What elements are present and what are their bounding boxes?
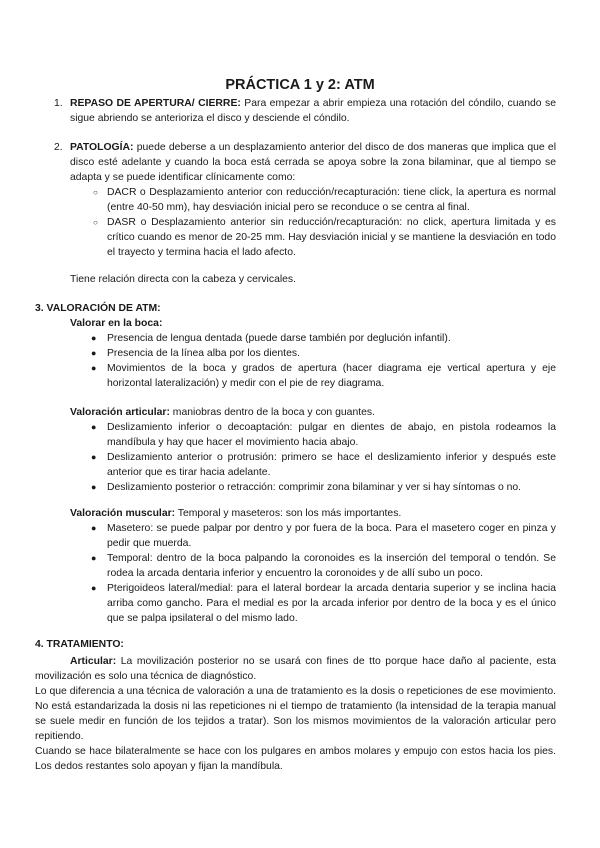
boca-list	[91, 331, 556, 391]
item-repaso	[54, 96, 557, 126]
bullet-icon: ●	[91, 482, 97, 492]
bullet-icon: ●	[91, 363, 97, 373]
circle-bullet-icon: ○	[93, 218, 98, 227]
sub-item: ○ DACR o Desplazamiento anterior con reducción/recapturación: tiene click, la apertura es normal (entre 40-50 mm), hay desviación inicial pero se reconduce o se centra al final.	[93, 187, 556, 213]
item-lead: REPASO DE APERTURA/ CIERRE:	[70, 98, 241, 109]
boca-heading: Valorar en la boca:	[70, 318, 163, 329]
list-item: ● Deslizamiento inferior o decoaptación: pulgar en dientes de abajo, en pistola rodeamos la mandíbula y hay que hacer el movimiento hacia abajo.	[91, 422, 556, 448]
section-tratamiento-heading: 4. TRATAMIENTO:	[35, 639, 124, 650]
list-item: ● Presencia de lengua dentada (puede darse también por deglución infantil).	[91, 333, 451, 344]
muscular-list	[91, 521, 556, 626]
bullet-icon: ●	[91, 583, 97, 593]
articular-heading: Valoración articular: maniobras dentro de la boca y con guantes.	[70, 407, 375, 418]
patologia-note: Tiene relación directa con la cabeza y cervicales.	[70, 274, 297, 285]
bullet-icon: ●	[91, 422, 97, 432]
bullet-icon: ●	[91, 348, 97, 358]
list-item: ● Movimientos de la boca y grados de apertura (hacer diagrama eje vertical apertura y eje horizontal lateralización) y medir con el pie de rey diagrama.	[91, 363, 556, 389]
muscular-heading: Valoración muscular: Temporal y maseteros: son los más importantes.	[70, 508, 402, 519]
bullet-icon: ●	[91, 333, 97, 343]
section-valoracion-heading: 3. VALORACIÓN DE ATM:	[35, 303, 161, 314]
item-number: 2.	[54, 142, 63, 153]
bullet-icon: ●	[91, 452, 97, 462]
tratamiento-body	[35, 654, 556, 774]
sub-item: ○ DASR o Desplazamiento anterior sin reducción/recapturación: no click, apertura limitada y es crítico cuando es menor de 20-25 mm. Hay desviación inicial y se mantiene la desviación en todo el trayecto y termina hacia el lado afecto.	[93, 217, 556, 258]
item-lead: PATOLOGÍA:	[70, 142, 134, 153]
tratamiento-articular: Articular: La movilización posterior no se usará con fines de tto porque hace daño al paciente, esta movilización es solo una técnica de diagnóstico.	[35, 656, 556, 682]
item-text: puede deberse a un desplazamiento anterior del disco de dos maneras que implica que el disco esté adelante y cuando la boca está cerrada se apoya sobre la zona bilaminar, que al tiempo se adapta y se puede identificar clínicamente como:	[70, 142, 556, 183]
tratamiento-para: Lo que diferencia a una técnica de valoración a una de tratamiento es la dosis o repeticiones de ese movimiento. No está estandarizada la dosis ni las repeticiones ni el tiempo de tratamiento (la intensidad de la terapia manual se suele medir en función de los tejidos a tratar). Son los mismos movimientos de la valoración articular pero repitiendo.	[35, 686, 556, 742]
tratamiento-para: Cuando se hace bilateralmente se hace con los pulgares en ambos molares y empujo con estos hacia los pies. Los dedos restantes solo apoyan y fijan la mandíbula.	[35, 746, 556, 772]
list-item: ● Deslizamiento posterior o retracción: comprimir zona bilaminar y ver si hay síntomas o no.	[91, 482, 522, 493]
circle-bullet-icon: ○	[93, 188, 98, 197]
page-title: PRÁCTICA 1 y 2: ATM	[225, 77, 375, 93]
list-item: ● Pterigoideos lateral/medial: para el lateral bordear la arcada dentaria superior y se inclina hacia arriba como gancho. Para el medial es por la arcada inferior por dentro de la boca y es el único que se palpa ipsilateral o del mismo lado.	[91, 583, 556, 624]
item-text: Para empezar a abrir empieza una rotación del cóndilo, cuando se sigue abriendo se anterioriza el disco y desciende el cóndilo.	[70, 98, 557, 124]
list-item: ● Deslizamiento anterior o protrusión: primero se hace el deslizamiento inferior y después este anterior que es tirar hacia adelante.	[91, 452, 556, 478]
list-item: ● Temporal: dentro de la boca palpando la coronoides es la inserción del temporal o tendón. Se rodea la arcada dentaria inferior y encuentro la coronoides y de allí subo un poco.	[91, 553, 556, 579]
bullet-icon: ●	[91, 523, 97, 533]
bullet-icon: ●	[91, 553, 97, 563]
list-item: ● Masetero: se puede palpar por dentro y por fuera de la boca. Para el masetero coger en pinza y pedir que muerda.	[91, 523, 556, 549]
articular-list	[91, 420, 556, 495]
sub-list	[93, 185, 556, 260]
list-item: ● Presencia de la línea alba por los dientes.	[91, 348, 300, 359]
item-number: 1.	[54, 98, 63, 109]
item-patologia	[54, 140, 556, 185]
